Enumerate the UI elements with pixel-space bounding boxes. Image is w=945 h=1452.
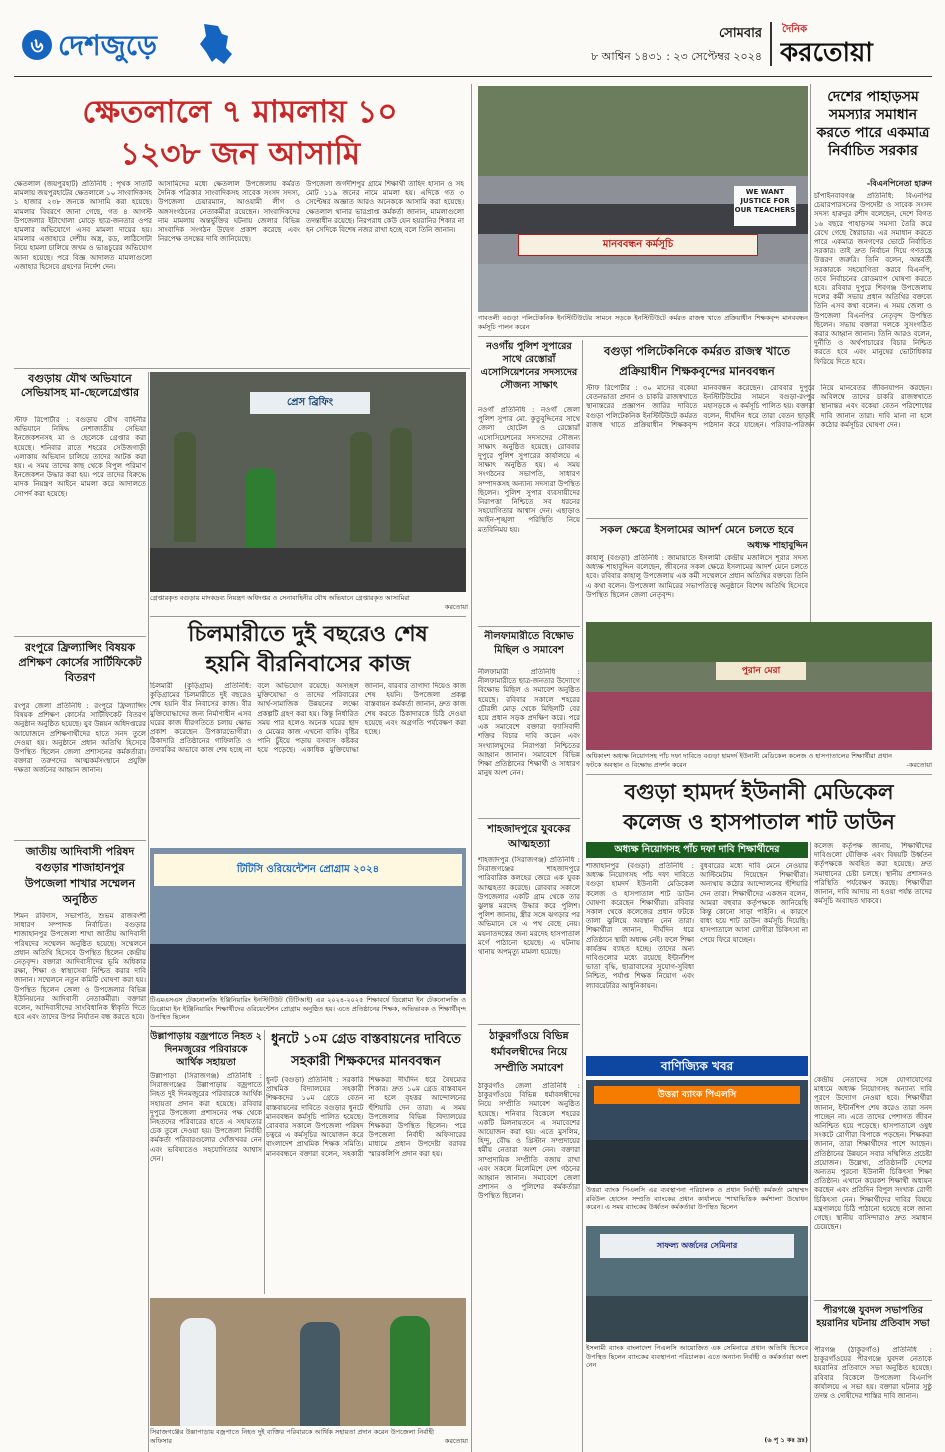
side-story-byline: -বিএনপিনেতা হারুন: [866, 179, 932, 188]
adivasi-body: শিমন রবিদাস, সভাপতি, শুভম রাজবংশী সাধারণ সম্পাদক নির্বাচিত। বগুড়ার শাজাহানপুর উপজেলা শাখা জাতীয় আদিবাসী পরিষদের সম্মেলন অনুষ্ঠিত হয়েছে। সম্মেলনে প্রধান অতিথি হিসেবে উপস্থিত ছিলেন কেন্দ্রীয় নেতৃবৃন্দ। বক্তারা আদিবাসীদের ভূমি অধিকার রক্ষা, শিক্ষা ও স্বাস্থ্যসেবা নিশ্চিত করার দাবি জানান। সম্মেলনে নতুন কমিটি ঘোষণা করা হয়। উপস্থিত ছিলেন জেলা ও উপজেলার বিভিন্ন ইউনিয়নের আদিবাসী নেতাকর্মীরা। বক্তারা বলেন, আদিবাসীদের সাংবিধানিক স্বীকৃতি দিতে হবে এবং তাদের উপর নির্যাতন বন্ধ করতে হবে।: [14, 912, 146, 1022]
dhunat-body: ধুনট (বগুড়া) প্রতিনিধি : সরকারি প্রাথমিক বিদ্যালয়ের সহকারী শিক্ষকদের ১০ম গ্রেডে বেতন বাস্তবায়নের দাবিতে বগুড়ার ধুনটে মানববন্ধন কর্মসূচি পালিত হয়েছে। রোববার সকালে উপজেলা পরিষদ চত্বরে এ কর্মসূচির আয়োজন করে বাংলাদেশ প্রাথমিক শিক্ষক সমিতি। মানববন্ধনে বক্তারা বলেন, সহকারী শিক্ষকরা দীর্ঘদিন ধরে বৈষম্যের শিকার। দ্রুত ১০ম গ্রেড বাস্তবায়ন না হলে বৃহত্তর আন্দোলনের হুঁশিয়ারি দেন তারা। এ সময় উপজেলার বিভিন্ন বিদ্যালয়ের শিক্ষকরা উপস্থিত ছিলেন। পরে উপজেলা নির্বাহী অফিসারের মাধ্যমে প্রধান উপদেষ্টা বরাবর স্মারকলিপি প্রদান করা হয়।: [266, 1076, 466, 1158]
paper-name-small: দৈনিক: [782, 24, 808, 35]
islam-headline: সকল ক্ষেত্রে ইসলামের আদর্শ মেনে চলতে হবে: [600, 524, 794, 536]
naogaon-headline: নওগাঁয় পুলিশ সুপারের সাথে রেস্তোরাঁ এসোসিয়েশনের সদস্যদের সৌজন্য সাক্ষাৎ: [480, 341, 578, 391]
bangladesh-map-icon: [198, 22, 234, 66]
protest-sign: WE WANT JUSTICE FOR OUR TEACHERS: [734, 186, 796, 226]
lead-headline-line2: ১২৩৮ জন আসামি: [119, 136, 361, 172]
ttc-caption: টিএমএসএস টেকনোলজি ইঞ্জিনিয়ারিং ইনস্টিটিউট (টিটিআই) এর ২০২৪-২০২৫ শিক্ষাবর্ষে ডিপ্লোমা ইন টেকনোলজি ও ডিপ্লোমা ইন ইঞ্জিনিয়ারিং শিক্ষার্থীদের ওরিয়েন্টেশন প্রোগ্রাম অনুষ্ঠিত হয়। এতে প্রতিষ্ঠানের শিক্ষক, অভিভাবক ও শিক্ষার্থীবৃন্দ উপস্থিত ছিলেন: [150, 996, 466, 1021]
shahzadpur-body: শাহজাদপুর (সিরাজগঞ্জ) প্রতিনিধি : সিরাজগঞ্জের শাহজাদপুরে পারিবারিক কলহের জেরে এক যুবক আত্মহত্যা করেছে। রোববার সকালে উপজেলার একটি গ্রাম থেকে তার ঝুলন্ত মরদেহ উদ্ধার করে পুলিশ। পুলিশ জানায়, স্ত্রীর সঙ্গে ঝগড়ার পর অভিমানে সে এ পথ বেছে নেয়। ময়নাতদন্তের জন্য মরদেহ হাসপাতাল মর্গে পাঠানো হয়েছে। এ ঘটনায় থানায় অপমৃত্যু মামলা হয়েছে।: [478, 856, 580, 957]
weekday: সোমবার: [718, 26, 762, 41]
arrest-caption-credit: করতোয়া: [444, 603, 468, 611]
commerce-banner-2: সাফল্য অর্জনের সেমিনার: [600, 1234, 794, 1258]
side-story-headline: দেশের পাহাড়সম সমস্যার সমাধান করতে পারে একমাত্র নির্বাচিত সরকার: [816, 89, 930, 159]
dhunat-headline-line1: ধুনটে ১০ম গ্রেড বাস্তবায়নের দাবিতে: [271, 1032, 461, 1047]
arrest-caption: গ্রেপ্তারকৃত বগুড়ায় মাদকদ্রব্য নিয়ন্ত্রণ অধিদপ্তর ও সেনাবাহিনীর যৌথ অভিযানে গ্রেপ্তারকৃত আসামিরা: [150, 594, 410, 602]
lead-body-col1: ক্ষেতলাল (জয়পুরহাট) প্রতিনিধি : পৃথক সাতটি মামলায় জয়পুরহাটের ক্ষেতলালে ১০ সাংবাদিকসহ ১ হাজার ২৩৮ জনকে আসামি করা হয়েছে। মামলার বিবরণে জানা গেছে, গত ৪ আগস্ট উপজেলার ইটাখোলা মোড়ে ছাত্র-জনতার ওপর হামলার অভিযোগে এসব মামলা দায়ের হয়। মামলার এজাহারে দেশীয় অস্ত্র, রড, লাঠিসোটা নিয়ে হামলা চালিয়ে জখম ও ভাঙচুরের অভিযোগ আনা হয়েছে। পরে বিজ্ঞ আদালত মামলাগুলো এজাহার হিসেবে গ্রহণের নির্দেশ দেন।: [14, 180, 152, 271]
arrest-headline: বগুড়ায় যৌথ অভিযানে সেভিয়াসহ মা-ছেলেগ্রেপ্তার: [20, 372, 140, 399]
hamdard-photo-caption: অধিকাংশ অধ্যক্ষ নিয়োগসহ পাঁচ দফা দাবিতে বগুড়া হামদর্দ ইউনানী মেডিকেল কলেজ ও হাসপাতালের শিক্ষার্থীরা প্রধান ফটকে অবস্থান ও বিক্ষোভ প্রদর্শন করেন: [586, 752, 892, 769]
protest-banner: মানববন্ধন কর্মসূচি: [518, 234, 758, 256]
arrest-photo: [150, 372, 466, 592]
ullapara-headline: উল্লাপাড়ায় বজ্রপাতে নিহত ২ দিনমজুরের পরিবারকে আর্থিক সহায়তা: [150, 1031, 262, 1068]
training-headline: রংপুরে ফ্রিল্যান্সিং বিষয়ক প্রশিক্ষণ কোর্সের সার্টিফিকেট বিতরণ: [18, 641, 142, 684]
commerce-header: বাণিজ্যিক খবর: [586, 1056, 808, 1076]
nilphamari-body: নীলফামারী প্রতিনিধি : নীলফামারীতে ছাত্র-জনতার উদ্যোগে বিক্ষোভ মিছিল ও সমাবেশ অনুষ্ঠিত হয়েছে। রবিবার সকালে শহরের চৌরঙ্গী মোড় থেকে মিছিলটি বের হয়ে প্রধান সড়ক প্রদক্ষিণ করে। পরে এক সমাবেশে বক্তারা ফ্যাসিবাদী শক্তির বিচার দাবি করেন এবং সংখ্যালঘুদের নিরাপত্তা নিশ্চিতের আহ্বান জানান। সমাবেশে বিভিন্ন শিক্ষা প্রতিষ্ঠানের শিক্ষার্থী ও সাধারণ মানুষ অংশ নেন।: [478, 668, 580, 778]
hamdard-body-col3: কলেজ কর্তৃপক্ষ জানায়, শিক্ষার্থীদের দাবিগুলো যৌক্তিক এবং বিষয়টি উর্ধ্বতন কর্তৃপক্ষকে অবহিত করা হয়েছে। দ্রুত সমাধানের চেষ্টা চলছে। স্থানীয় প্রশাসনও পরিস্থিতি পর্যবেক্ষণ করছে। শিক্ষার্থীরা জানান, দাবি আদায় না হওয়া পর্যন্ত তাদের কর্মসূচি অব্যাহত থাকবে।: [814, 842, 932, 906]
issue-date: ৮ আশ্বিন ১৪৩১ : ২৩ সেপ্টেম্বর ২০২৪: [591, 50, 762, 63]
shahzadpur-headline: শাহজাদপুরে যুবকের আত্মহত্যা: [487, 823, 571, 850]
nilphamari-headline: নীলফামারীতে বিক্ষোভ মিছিল ও সমাবেশ: [484, 631, 574, 656]
arrest-body: স্টাফ রিপোর্টার : বগুড়ায় যৌথ বাহিনীর অভিযানে নিষিদ্ধ নেশাজাতীয় সেভিয়া ইনজেকশনসহ মা ও ছেলেকে গ্রেপ্তার করা হয়েছে। শনিবার রাতে শহরের সেউজগাড়ী এলাকায় অভিযান চালিয়ে তাদের আটক করা হয়। এ সময় তাদের কাছ থেকে বিপুল পরিমাণ ইনজেকশন উদ্ধার করা হয়। পরে তাদের বিরুদ্ধে মাদক নিয়ন্ত্রণ আইনে মামলা করে আদালতে সোপর্দ করা হয়েছে।: [14, 416, 146, 498]
hamdard-body-col2: বুধবারের মধ্যে দাবি মেনে নেওয়ার আল্টিমেটাম দিয়েছেন শিক্ষার্থীরা। অন্যথায় কঠোর আন্দোলনের হুঁশিয়ারি দেন তারা। শিক্ষার্থীদের একজন বলেন, আমরা বহুবার কর্তৃপক্ষকে জানিয়েছি কিন্তু কোনো সাড়া পাইনি। এ কারণে বাধ্য হয়ে শাট ডাউন কর্মসূচি দিয়েছি। হাসপাতালে আসা রোগীরা চিকিৎসা না পেয়ে ফিরে যাচ্ছেন।: [700, 862, 808, 944]
islam-body: কাহালু (বগুড়া) প্রতিনিধি : জামায়াতে ইসলামী কেন্দ্রীয় মজলিসে শূরার সদস্য অধ্যক্ষ শাহাবুদ্দিন বলেছেন, জীবনের সকল ক্ষেত্রে ইসলামের আদর্শ মেনে চলতে হবে। রবিবার কাহালু উপজেলায় এক কর্মী সম্মেলনে প্রধান অতিথির বক্তব্যে তিনি এ কথা বলেন। উপজেলা আমিরের সভাপতিত্বে অনুষ্ঠানে বিশেষ অতিথি হিসেবে উপস্থিত ছিলেন জেলা নেতৃবৃন্দ।: [586, 554, 808, 599]
lead-headline-line1: ক্ষেতলালে ৭ মামলায় ১০: [82, 94, 398, 130]
commerce-caption-2: ইসলামী ব্যাংক বাংলাদেশ পিএলসি আয়োজিত এক সেমিনারে প্রধান অতিথি হিসেবে উপস্থিত ছিলেন ব্যাংকের ব্যবস্থাপনা পরিচালক। এতে অন্যান্য নির্বাহী ও কর্মকর্তারা অংশ নেন: [586, 1344, 808, 1369]
ullapara-body: উল্লাপাড়া (সিরাজগঞ্জ) প্রতিনিধি : সিরাজগঞ্জের উল্লাপাড়ায় বজ্রপাতে নিহত দুই দিনমজুরের পরিবারকে আর্থিক সহায়তা প্রদান করা হয়েছে। রবিবার দুপুরে উপজেলা প্রশাসনের পক্ষ থেকে নিহতদের পরিবারের হাতে এ সহায়তার চেক তুলে দেওয়া হয়। উপজেলা নির্বাহী কর্মকর্তা পরিবারগুলোর খোঁজখবর নেন এবং ভবিষ্যতেও সহযোগিতার আশ্বাস দেন।: [150, 1072, 262, 1163]
hamdard-body-col1: শাজাহানপুর (বগুড়া) প্রতিনিধি : অধ্যক্ষ নিয়োগসহ পাঁচ দফা দাবিতে বগুড়া হামদর্দ ইউনানী মেডিকেল কলেজ ও হাসপাতাল শাট ডাউন ঘোষণা করেছেন শিক্ষার্থীরা। রবিবার সকাল থেকে কলেজের প্রধান ফটকে তালা ঝুলিয়ে অবস্থান নেন তারা। শিক্ষার্থীরা জানান, দীর্ঘদিন ধরে প্রতিষ্ঠানে স্থায়ী অধ্যক্ষ নেই। ফলে শিক্ষা কার্যক্রম ব্যাহত হচ্ছে। তাদের অন্য দাবিগুলোর মধ্যে রয়েছে ইন্টার্নশিপ ভাতা বৃদ্ধি, ছাত্রাবাসের সুযোগ-সুবিধা নিশ্চিত, পর্যাপ্ত শিক্ষক নিয়োগ এবং ল্যাবরেটরির আধুনিকায়ন।: [586, 862, 694, 990]
pirganj-headline: পীরগঞ্জে যুবদল সভাপতির হয়রানির ঘটনায় প্রতিবাদ সভা: [816, 1305, 930, 1329]
hamdard-headline-line2: কলেজ ও হাসপাতাল শাট ডাউন: [623, 809, 895, 834]
commerce-continued: (৬ পৃ ১ কঃ দ্রঃ): [764, 1436, 808, 1444]
thakurgaon-headline: ঠাকুরগাঁওয়ে বিভিন্ন ধর্মাবলম্বীদের নিয়ে সম্প্রীতি সমাবেশ: [489, 1030, 569, 1074]
chilmari-headline-line2: হয়নি বীরনিবাসের কাজ: [205, 651, 411, 677]
commerce-banner-1: উত্তরা ব্যাংক পিএলসি: [594, 1086, 800, 1104]
arrest-photo-banner: প্রেস ব্রিফিং: [250, 392, 370, 414]
lead-body-col2: আসামিদের মধ্যে ক্ষেতলাল উপজেলায় কর্মরত দৈনিক পত্রিকার সাংবাদিকসহ সাবেক সংসদ সদস্য, উপজেলা চেয়ারম্যান, আওয়ামী লীগ ও অঙ্গসংগঠনের নেতাকর্মীরা রয়েছেন। সাংবাদিকদের নাম মামলায় অন্তর্ভুক্তির ঘটনায় জেলার বিভিন্ন সাংবাদিক সংগঠন উদ্বেগ প্রকাশ করেছে এবং নিরপেক্ষ তদন্তের দাবি জানিয়েছে।: [158, 180, 300, 244]
rightcol-body: কেন্দ্রীয় নেতাদের সঙ্গে যোগাযোগের মাধ্যমে অধ্যক্ষ নিয়োগসহ অন্যান্য দাবি পূরণে উদ্যোগ নেওয়া হবে। শিক্ষার্থীরা জানান, ইন্টার্নশিপ শেষ করেও তারা সনদ পাচ্ছেন না। এতে তাদের পেশাগত জীবন অনিশ্চিত হয়ে পড়েছে। হাসপাতালে ওষুধ সংকটে রোগীরা বিপাকে পড়ছেন। শিক্ষকরা জানান, তারা শিক্ষার্থীদের পাশে আছেন। প্রতিষ্ঠানের উন্নয়নে সবার সম্মিলিত প্রচেষ্টা প্রয়োজন। উল্লেখ্য, প্রতিষ্ঠানটি দেশের অন্যতম পুরনো ইউনানী চিকিৎসা শিক্ষা প্রতিষ্ঠান। এখানে কয়েকশ শিক্ষার্থী অধ্যয়ন করছেন এবং প্রতিদিন বিপুল সংখ্যক রোগী চিকিৎসা নেন। শিক্ষার্থীদের দাবির বিষয়ে মন্ত্রণালয়ে চিঠি পাঠানো হয়েছে বলে জানা গেছে। স্থানীয় বাসিন্দারাও দ্রুত সমাধান চেয়েছেন।: [814, 1076, 932, 1232]
commerce-photo-1: [586, 1080, 808, 1184]
naogaon-body: নওগাঁ প্রতিনিধি : নওগাঁ জেলা পুলিশ সুপার মো. কুতুবুদ্দিনের সাথে জেলা হোটেল ও রেস্তোরাঁ এসোসিয়েশনের সদস্যদের সৌজন্য সাক্ষাৎ অনুষ্ঠিত হয়েছে। রোববার দুপুরে পুলিশ সুপারের কার্যালয়ে এ সাক্ষাৎ অনুষ্ঠিত হয়। এ সময় সংগঠনের সভাপতি, সাধারণ সম্পাদকসহ অন্যান্য সদস্যরা উপস্থিত ছিলেন। পুলিশ সুপার ব্যবসায়ীদের নিরাপত্তা নিশ্চিতে সব ধরনের সহযোগিতার আশ্বাস দেন। এছাড়াও আইন-শৃঙ্খলা পরিস্থিতি নিয়ে মতবিনিময় হয়।: [478, 406, 580, 534]
pirganj-body: পীরগঞ্জ (ঠাকুরগাঁও) প্রতিনিধি : ঠাকুরগাঁওয়ের পীরগঞ্জে যুবদল নেতাকে হয়রানির প্রতিবাদে সভা অনুষ্ঠিত হয়েছে। রবিবার বিকেলে উপজেলা বিএনপি কার্যালয়ে এ সভা হয়। বক্তারা ঘটনার সুষ্ঠু তদন্ত ও দোষীদের শাস্তির দাবি জানান।: [814, 1346, 932, 1401]
masthead: [0, 0, 945, 74]
ttc-orientation-photo: [150, 848, 466, 994]
commerce-photo-2: [586, 1226, 808, 1342]
polytechnic-headline-line1: বগুড়া পলিটেকনিকে কর্মরত রাজস্ব খাতে: [603, 344, 791, 358]
side-story-body: চাঁপাইনবাবগঞ্জ প্রতিনিধি: বিএনপির চেয়ারপারসনের উপদেষ্টা ও সাবেক সংসদ সদস্য হারুনুর রশীদ বলেছেন, দেশে বিগত ১৬ বছরে পাহাড়সম সমস্যা তৈরি করে রেখে গেছে স্বৈরাচার। এর সমাধান করতে পারে একমাত্র জনগণের ভোটে নির্বাচিত সরকার। তাই দ্রুত নির্বাচন দিয়ে গণতন্ত্রে উত্তরণ জরুরি। তিনি বলেন, অন্তর্বর্তী সরকারকে সহযোগিতা করবে বিএনপি, তবে নির্বাচনের রোডম্যাপ ঘোষণা করতে হবে। রবিবার দুপুরে শিবগঞ্জ উপজেলায় দলের কর্মী সভায় প্রধান অতিথির বক্তব্যে তিনি এসব কথা বলেন। এ সময় জেলা ও উপজেলা বিএনপির নেতৃবৃন্দ উপস্থিত ছিলেন। সভায় বক্তারা দলকে সুসংগঠিত করার আহ্বান জানান। তিনি আরও বলেন, দুর্নীতি ও অর্থপাচারের বিচার নিশ্চিত করতে হবে এবং মানুষের ভোটাধিকার ফিরিয়ে দিতে হবে।: [814, 192, 932, 366]
ullapara-caption: সিরাজগঞ্জের উল্লাপাড়ায় বজ্রপাতে নিহত দুই ব্যক্তির পরিবারকে আর্থিক সহায়তা প্রদান করেন উপজেলা নির্বাহী অফিসার: [150, 1428, 434, 1445]
lead-body-col3: উপজেলা জগদীশপুর গ্রামে শিক্ষার্থী তাহিদ হাসান ও সহ মোট ১১৯ জনের নামে মামলা হয়। এদিকে গত ৩ সেপ্টেম্বর অজ্ঞাত আরও অনেককে আসামি করা হয়েছে। ক্ষেতলাল থানার ভারপ্রাপ্ত কর্মকর্তা জানান, মামলাগুলো তদন্তাধীন রয়েছে। নিরপরাধ কেউ যেন হয়রানির শিকার না হন সেদিকে বিশেষ নজর রাখা হচ্ছে বলে তিনি জানান।: [306, 180, 464, 235]
hamdard-photo-caption-credit: -করতোয়া: [906, 761, 932, 769]
commerce-caption-1: উত্তরা ব্যাংক পিএলসি এর ব্যবস্থাপনা পরিচালক ও প্রধান নির্বাহী কর্মকর্তা মোহাম্মদ রবিউল হোসেন সম্প্রতি ব্যাংকের প্রধান কার্যালয়ে 'শাখাভিত্তিক কর্মশালা' উদ্বোধন করেন। এ সময় ব্যাংকের উর্ধ্বতন কর্মকর্তারা উপস্থিত ছিলেন: [586, 1186, 808, 1211]
dhunat-headline-line2: সহকারী শিক্ষকদের মানববন্ধন: [291, 1054, 441, 1069]
paper-name: করতোয়া: [780, 38, 873, 68]
hamdard-photo-banner: পুরান মেরা: [716, 662, 806, 680]
islam-byline: অধ্যক্ষ শাহাবুদ্দিন: [747, 541, 808, 551]
page-number: ৬: [30, 33, 44, 57]
polytechnic-protest-photo: [478, 86, 808, 312]
hamdard-protest-photo: [586, 622, 932, 750]
ullapara-caption-credit: করতোয়া: [444, 1437, 468, 1445]
polytechnic-body: স্টাফ রিপোর্টার : ৩০ মাসের বকেয়া বেতনভাতা প্রদান ও চাকরি রাজস্বখাতে স্থানান্তরের প্রজ্ঞাপন জারির দাবিতে বগুড়া পলিটেকনিক ইনস্টিটিউটে কর্মরত রাজস্ব খাতে প্রক্রিয়াধীন শিক্ষকবৃন্দ মানববন্ধন করেছেন। রোববার দুপুরে ইনস্টিটিউটের সামনে বগুড়া-রংপুর মহাসড়কে এ কর্মসূচি পালিত হয়। বক্তারা বলেন, দীর্ঘদিন ধরে তারা বেতন ছাড়াই পাঠদান করে যাচ্ছেন। পরিবার-পরিজন নিয়ে মানবেতর জীবনযাপন করছেন। অবিলম্বে তাদের চাকরি রাজস্বখাতে স্থানান্তর এবং বকেয়া বেতন পরিশোধের দাবি জানান তারা। দাবি মানা না হলে কঠোর কর্মসূচির ঘোষণা দেন।: [586, 384, 932, 429]
hamdard-headline-line1: বগুড়া হামদর্দ ইউনানী মেডিকেল: [624, 779, 894, 804]
chilmari-body: চিলমারী (কুড়িগ্রাম) প্রতিনিধি: কুড়িগ্রামের চিলমারীতে দুই বছরেও শেষ হয়নি বীর নিবাসের কাজ। বীর মুক্তিযোদ্ধাদের জন্য নির্মাণাধীন এসব ঘরের কাজ ধীরগতিতে চলায় ক্ষোভ প্রকাশ করেছেন উপকারভোগীরা। ঠিকাদারি প্রতিষ্ঠানের গাফিলতি ও তদারকির অভাবে কাজ শেষ হচ্ছে না বলে অভিযোগ রয়েছে। অসচ্ছল মুক্তিযোদ্ধা ও তাদের পরিবারের আর্থ-সামাজিক উন্নয়নের লক্ষ্যে প্রকল্পটি গ্রহণ করা হয়। কিন্তু নির্ধারিত সময় পার হলেও অনেক ঘরের ছাদ ও মেঝের কাজ এখনো বাকি। বৃষ্টির পানি চুঁইয়ে পড়ায় বসবাস কষ্টকর হয়ে পড়েছে। একাধিক মুক্তিযোদ্ধা জানান, বারবার তাগাদা দিয়েও কাজ শেষ হয়নি। উপজেলা প্রকল্প বাস্তবায়ন কর্মকর্তা জানান, দ্রুত কাজ শেষ করতে ঠিকাদারকে চিঠি দেওয়া হয়েছে এবং অগ্রগতি পর্যবেক্ষণ করা হচ্ছে।: [150, 682, 466, 755]
page-number-badge: [22, 30, 52, 60]
adivasi-headline: জাতীয় আদিবাসী পরিষদ বগুড়ার শাজাহানপুর উপজেলা শাখার সম্মেলন অনুষ্ঠিত: [24, 845, 136, 906]
training-body: রংপুর জেলা প্রতিনিধি : রংপুরে ফ্রিল্যান্সিং বিষয়ক প্রশিক্ষণ কোর্সের সার্টিফিকেট বিতরণ অনুষ্ঠান অনুষ্ঠিত হয়েছে। যুব উন্নয়ন অধিদপ্তরের আয়োজনে প্রশিক্ষণার্থীদের হাতে সনদ তুলে দেওয়া হয়। অনুষ্ঠানে প্রধান অতিথি হিসেবে উপস্থিত ছিলেন জেলা প্রশাসনের কর্মকর্তারা। বক্তারা তরুণদের আত্মকর্মসংস্থানে প্রযুক্তি দক্ষতা অর্জনের আহ্বান জানান।: [14, 702, 146, 775]
section-title: দেশজুড়ে: [58, 29, 157, 62]
ttc-banner: টিটিসি ওরিয়েন্টেশন প্রোগ্রাম ২০২৪: [154, 854, 462, 886]
polytechnic-photo-caption: গাবতলী বগুড়া পলিটেকনিক ইনস্টিটিউটের সামনে সড়কে ইনস্টিটিউটে কর্মরত রাজস্ব খাতে প্রক্রিয়াধীন শিক্ষকবৃন্দ মানববন্ধন কর্মসূচি পালন করেন: [478, 314, 808, 331]
hamdard-kicker: অধ্যক্ষ নিয়োগসহ পাঁচ দফা দাবি শিক্ষার্থীদের: [586, 842, 808, 858]
ullapara-aid-photo: [150, 1298, 466, 1426]
chilmari-headline-line1: চিলমারীতে দুই বছরেও শেষ: [188, 621, 428, 647]
polytechnic-headline-line2: প্রক্রিয়াধীন শিক্ষকবৃন্দের মানববন্ধন: [619, 364, 775, 378]
thakurgaon-body: ঠাকুরগাঁও জেলা প্রতিনিধি : ঠাকুরগাঁওয়ে বিভিন্ন ধর্মাবলম্বীদের নিয়ে সম্প্রীতি সমাবেশ অনুষ্ঠিত হয়েছে। শনিবার বিকেলে শহরের একটি মিলনায়তনে এ সমাবেশের আয়োজন করা হয়। এতে মুসলিম, হিন্দু, বৌদ্ধ ও খ্রিস্টান সম্প্রদায়ের ধর্মীয় নেতারা অংশ নেন। বক্তারা সাম্প্রদায়িক সম্প্রীতি বজায় রাখা এবং সকলে মিলেমিশে দেশ গঠনের আহ্বান জানান। সমাবেশে জেলা প্রশাসন ও পুলিশের কর্মকর্তারা উপস্থিত ছিলেন।: [478, 1082, 580, 1201]
